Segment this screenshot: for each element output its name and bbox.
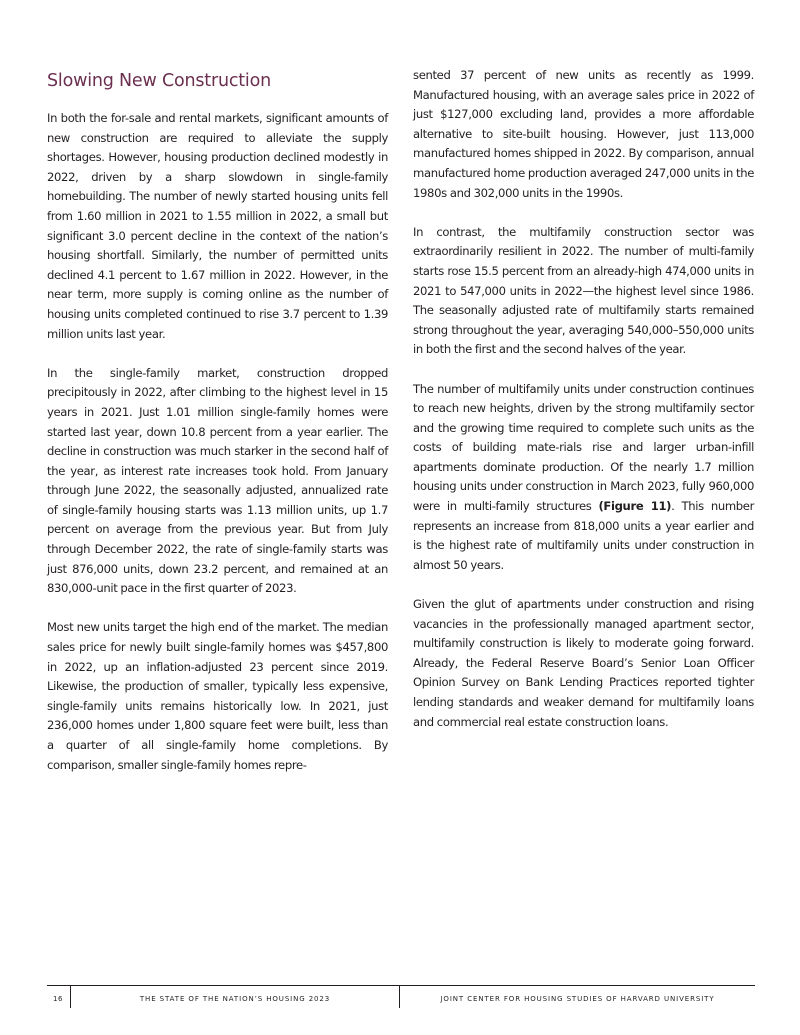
paragraph-single-family-market: In the single-family market, construction dropped precipitously in 2022, after climbing to the highest level in 15 years in 2021. Just 1.01 million single-family homes were started last year, down 10.8 percent from a year earlier. The decline in construction was much starker in the second half of the year, as interest rate increases took hold. From January through June 2022, the seasonally adjusted, annualized rate of single-family housing starts was 1.13 million units, up 1.7 percent on average from the previous year. But from July through December 2022, the rate of single-family starts was just 876,000 units, down 23.2 percent, and remained at an 830,000-unit pace in the first quarter of 2023. [47,365,388,596]
paragraph-construction-overview: In both the for-sale and rental markets, significant amounts of new construction are required to alleviate the supply shortages. However, housing production declined modestly in 2022, driven by a sharp slowdown in single-family homebuilding. The number of newly started housing units fell from 1.60 million in 2021 to 1.55 million in 2022, a small but significant 3.0 percent decline in the context of the nation’s housing shortfall. Similarly, the number of permitted units declined 4.1 percent to 1.67 million in 2022. However, in the near term, more supply is coming online as the number of housing units completed continued to rise 3.7 percent to 1.39 million units last year. [47,111,388,341]
paragraph-multifamily-resilience: In contrast, the multifamily construction sector was extraordinarily resilient in 2022. The number of multi-family starts rose 15.5 percent from an already-high 474,000 units in 2021 to 547,000 units in 2022—the highest level since 1986. The seasonally adjusted rate of multifamily starts remained strong throughout the year, averaging 540,000–550,000 units in both the first and the second halves of the year. [413,224,754,357]
text-segment: The number of multifamily units under construction continues to reach new heights, driven by the strong multifamily sector and the growing time required to complete such units as the costs of building mate-rials rise and larger urban-infill apartments dominate production. Of the nearly 1.7 million housing units under construction in March 2023, fully 960,000 were in multi-family structures [413,381,754,514]
page-footer [47,985,755,1008]
text-segment: . This number represents an increase from 818,000 units a year earlier and is the highest rate of multifamily units under construction in almost 50 years. [413,499,754,572]
right-column [413,66,754,752]
organization-name: JOINT CENTER FOR HOUSING STUDIES OF HARVARD UNIVERSITY [440,995,715,1003]
section-heading: Slowing New Construction [47,71,271,91]
paragraph-multifamily-under-construction [413,380,754,576]
paragraph-multifamily-outlook: Given the glut of apartments under construction and rising vacancies in the professionally managed apartment sector, multifamily construction is likely to moderate going forward. Already, the Federal Reserve Board’s Senior Loan Officer Opinion Survey on Bank Lending Practices reported tighter lending standards and weaker demand for multifamily loans and commercial real estate construction loans. [413,597,754,729]
figure-reference-link[interactable]: (Figure 11) [598,499,672,514]
paragraph-high-end-market: Most new units target the high end of the market. The median sales price for newly built single-family homes was $457,800 in 2022, up an inflation-adjusted 23 percent since 2019. Likewise, the production of smaller, typically less expensive, single-family units remains historically low. In 2021, just 236,000 homes under 1,800 square feet were built, less than a quarter of all single-family home completions. By comparison, smaller single-family homes repre- [47,620,388,772]
publication-title: THE STATE OF THE NATION’S HOUSING 2023 [139,995,331,1003]
paragraph-manufactured-housing: sented 37 percent of new units as recently as 1999. Manufactured housing, with an average sales price in 2022 of just $127,000 excluding land, provides a more affordable alternative to site-built housing. However, just 113,000 manufactured homes shipped in 2022. By comparison, annual manufactured home production averaged 247,000 units in the 1980s and 302,000 units in the 1990s. [413,68,754,200]
left-column [47,66,388,795]
page-number: 16 [53,995,64,1003]
